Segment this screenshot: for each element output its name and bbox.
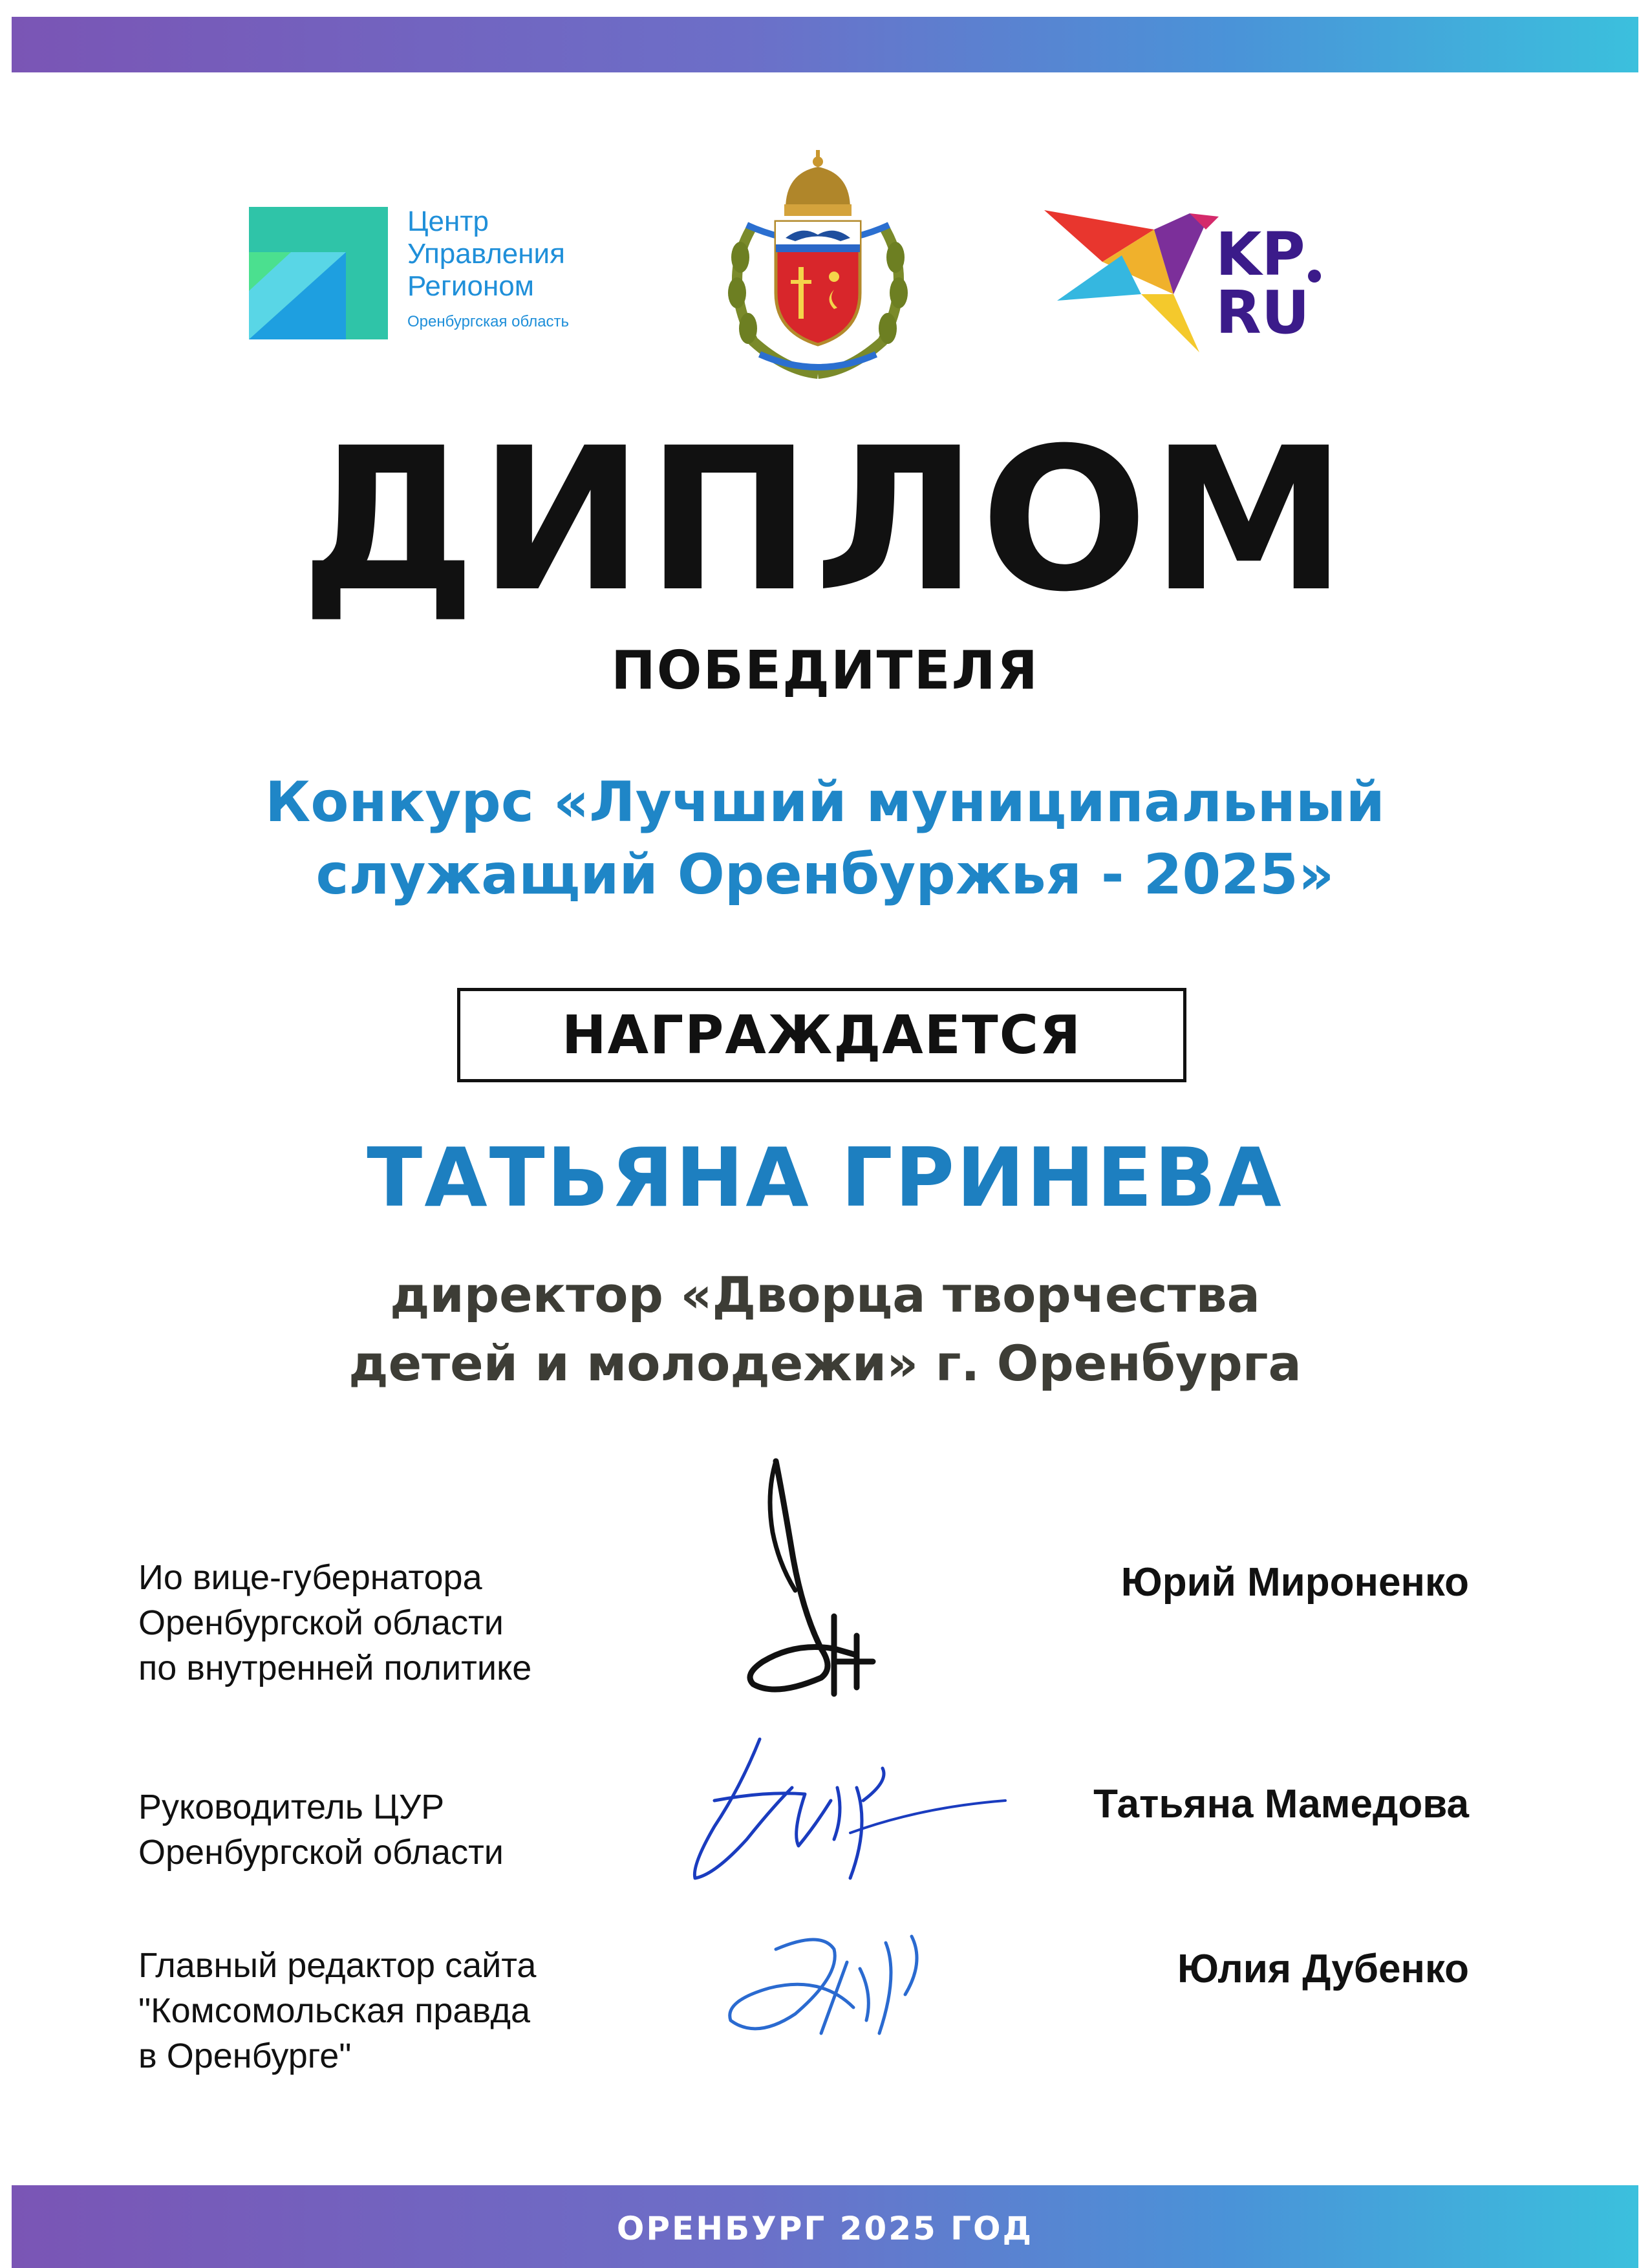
signatory-3-role	[138, 1943, 536, 2079]
contest-line2: служащий Оренбуржья - 2025»	[316, 842, 1334, 907]
cur-logo-line1: Центр	[407, 206, 489, 237]
signatory-3-name: Юлия Дубенко	[1177, 1947, 1469, 1991]
signatory-1-role-line1: Ио вице-губернатора	[138, 1558, 482, 1597]
contest-name	[0, 766, 1650, 911]
signature-3	[718, 1923, 938, 2055]
contest-line1: Конкурс «Лучший муниципальный	[265, 770, 1385, 835]
recipient-position	[0, 1261, 1650, 1398]
signatory-3-role-line1: Главный редактор сайта	[138, 1946, 537, 1985]
signatory-3-role-line2: "Комсомольская правда	[138, 1991, 531, 2030]
signatory-1-role-line2: Оренбургской области	[138, 1603, 504, 1642]
signature-1	[737, 1455, 892, 1703]
cur-logo-text	[407, 206, 569, 331]
cur-logo-line2: Управления	[407, 238, 565, 270]
top-gradient-band	[12, 17, 1638, 72]
awarded-label: НАГРАЖДАЕТСЯ	[561, 1004, 1082, 1066]
kp-logo-line1: KP	[1216, 220, 1305, 289]
signatory-1-name: Юрий Мироненко	[1120, 1560, 1469, 1605]
diploma-title: ДИПЛОМ	[300, 405, 1350, 635]
diploma-subtitle: ПОБЕДИТЕЛЯ	[611, 640, 1039, 701]
position-line2: детей и молодежи» г. Оренбурга	[348, 1334, 1302, 1392]
cur-logo-line3: Регионом	[407, 270, 535, 302]
orenburg-coat-of-arms-icon	[714, 147, 921, 383]
recipient-name: ТАТЬЯНА ГРИНЕВА	[367, 1130, 1283, 1225]
kp-logo-line2: RU	[1216, 278, 1310, 347]
position-line1: директор «Дворца творчества	[390, 1266, 1260, 1323]
cur-logo-region: Оренбургская область	[407, 313, 570, 330]
signatory-2-role-line2: Оренбургской области	[138, 1833, 504, 1872]
awarded-box	[457, 988, 1186, 1082]
kp-ru-logo-icon	[1044, 204, 1322, 355]
signatory-2-name: Татьяна Мамедова	[1093, 1782, 1469, 1826]
signatory-2-role	[138, 1784, 504, 1875]
footer-city-year: ОРЕНБУРГ 2025 ГОД	[616, 2210, 1034, 2247]
signatory-1-role-line3: по внутренней политике	[138, 1649, 532, 1687]
signature-2	[676, 1729, 1012, 1894]
signatory-1-role	[138, 1555, 531, 1691]
signatory-2-role-line1: Руководитель ЦУР	[138, 1788, 445, 1826]
cur-logo-icon	[249, 207, 388, 342]
signatory-3-role-line3: в Оренбурге"	[138, 2037, 352, 2075]
